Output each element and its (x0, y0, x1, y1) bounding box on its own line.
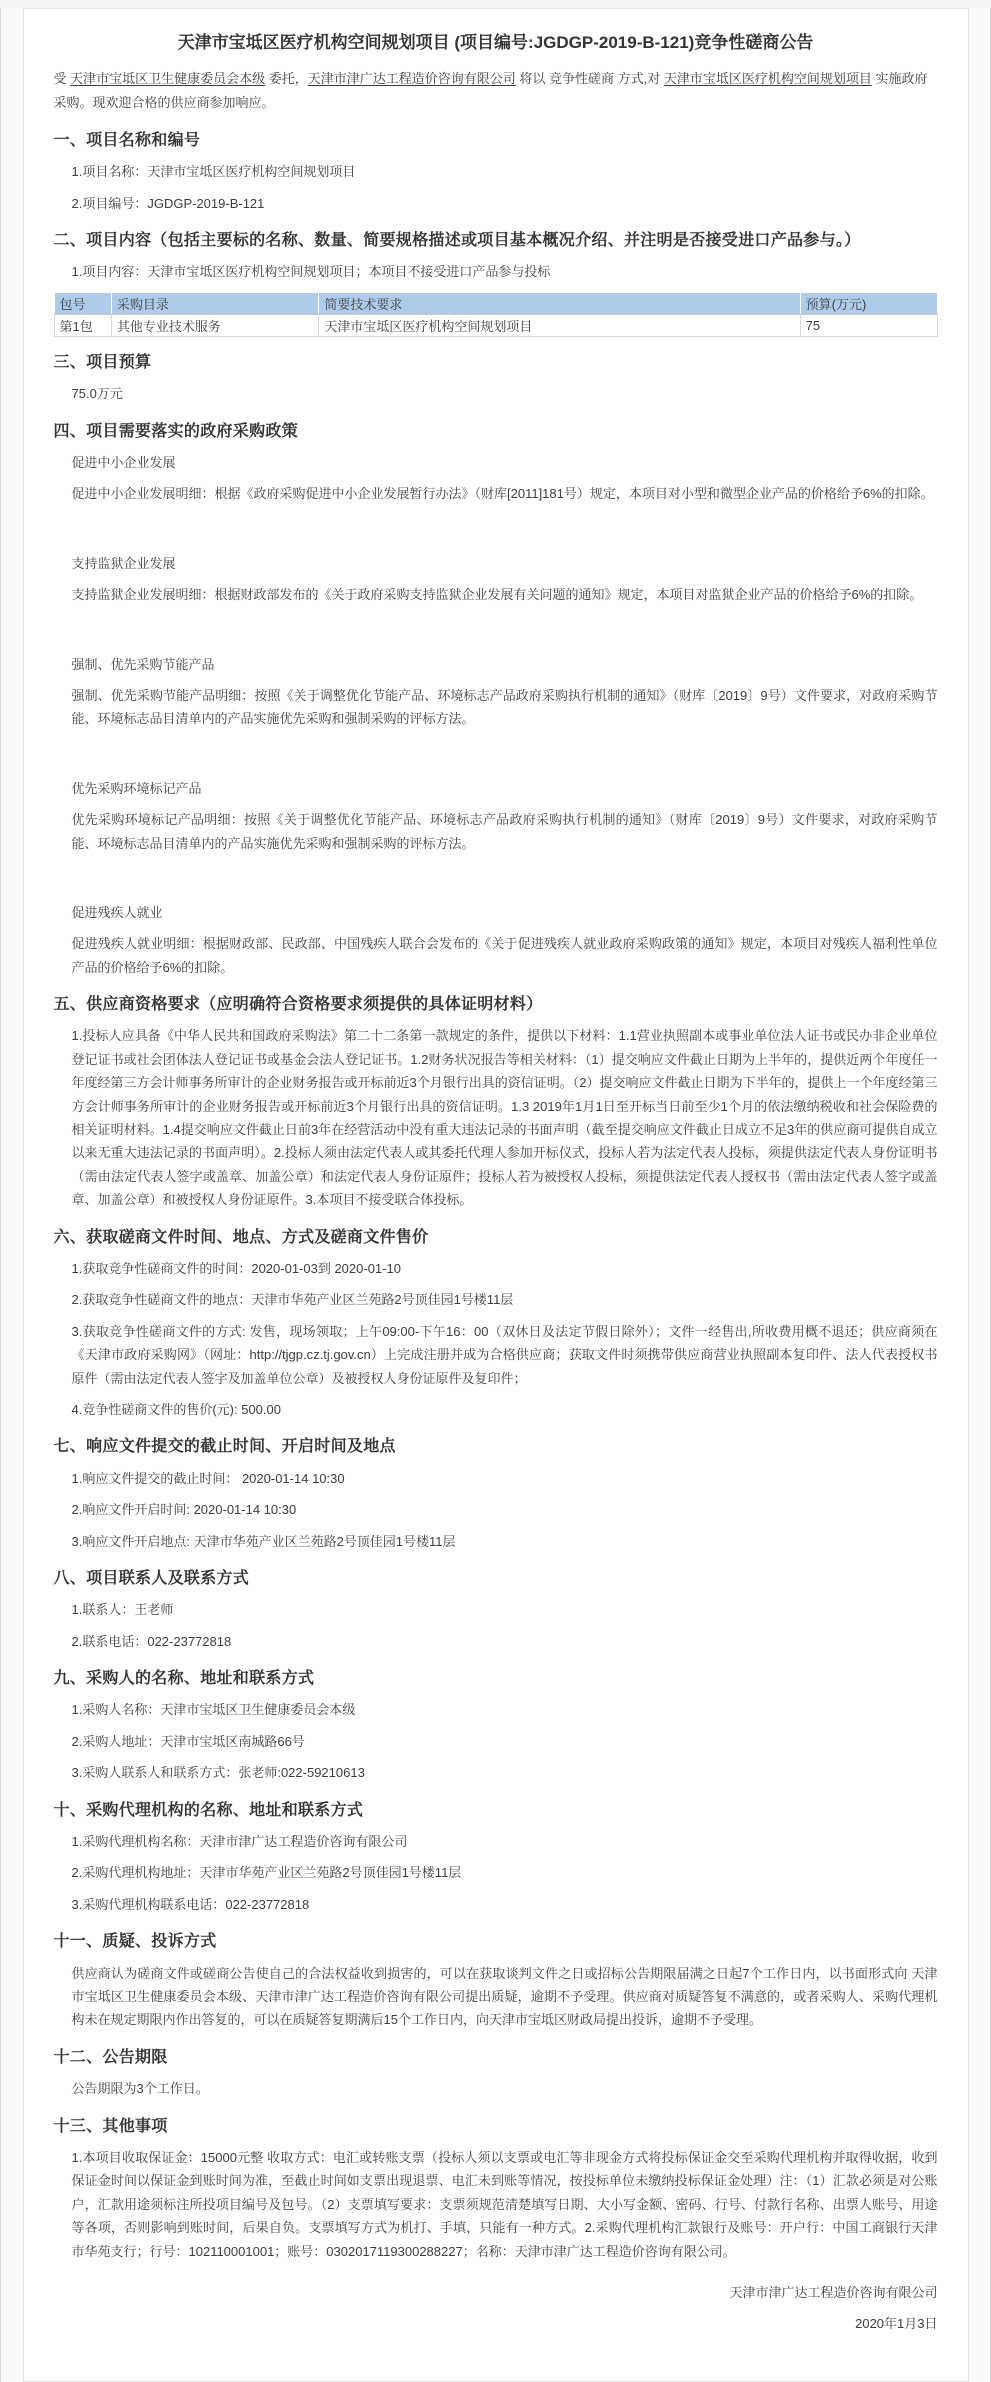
qualification-requirements: 1.投标人应具备《中华人民共和国政府采购法》第二十二条第一款规定的条件，提供以下材料：1.1营业执照副本或事业单位法人证书或民办非企业单位登记证书或社会团体法人登记证书或基金会法人登记证书。1.2财务状况报告等相关材料：（1）提交响应文件截止日期为上半年的，提供近两个年度任一年度经第三方会计师事务所审计的企业财务报告或开标前近3个月银行出具的资信证明。（2）提交响应文件截止日期为下半年的，提供上一个年度经第三方会计师事务所审计的企业财务报告或开标前近3个月银行出具的资信证明。1.3 2019年1月1日至开标当日前至少1个月的依法缴纳税收和社会保险费的相关证明材料。1.4提交响应文件截止日前3年在经营活动中没有重大违法记录的书面声明（截至提交响应文件截止日成立不足3年的供应商可提供自成立以来无重大违法记录的书面声明）。2.投标人须由法定代表人或其委托代理人参加开标仪式，投标人若为法定代表人投标，须提供法定代表人身份证明书（需由法定代表人签字或盖章、加盖公章）和法定代表人身份证原件；投标人若为被授权人投标，须提供法定代表人授权书（需由法定代表人签字或盖章、加盖公章）和被授权人身份证原件。3.本项目不接受联合体投标。 (71, 1028, 938, 1208)
document-obtain-method: 3.获取竞争性磋商文件的方式: 发售，现场领取；上午09:00-下午16：00（双休日及法定节假日除外）；文件一经售出,所收费用概不退还；供应商须在《天津市政府采购网》（网址：http://tjgp.cz.tj.gov.cn）上完成注册并成为合格供应商；获取文件时须携带供应商营业执照副本复印件、法人代表授权书原件（需由法定代表人签字及加盖单位公章）及被授权人身份证原件及复印件； (71, 1323, 938, 1386)
intro-prefix: 受 (53, 70, 71, 86)
policy-detail: 促进中小企业发展明细：根据《政府采购促进中小企业发展暂行办法》（财库[2011]181号）规定，本项目对小型和微型企业产品的价格给予6%的扣除。 (71, 486, 934, 502)
announcement-document (23, 8, 969, 2382)
cell-technical-requirements: 天津市宝坻区医疗机构空间规划项目 (319, 314, 800, 336)
policy-detail: 促进残疾人就业明细：根据财政部、民政部、中国残疾人联合会发布的《关于促进残疾人就业政府采购政策的通知》规定，本项目对残疾人福利性单位产品的价格给予6%的扣除。 (71, 936, 938, 975)
policy-title: 强制、优先采购节能产品 (71, 656, 215, 672)
section-2-heading: 二、项目内容（包括主要标的名称、数量、简要规格描述或项目基本概况介绍、并注明是否接受进口产品参与。） (53, 232, 861, 250)
purchaser-address-line: 2.采购人地址：天津市宝坻区南城路66号 (71, 1733, 305, 1749)
response-deadline: 1.响应文件提交的截止时间： 2020-01-14 10:30 (71, 1470, 345, 1486)
announcement-period: 公告期限为3个工作日。 (71, 2081, 209, 2097)
section-1-heading: 一、项目名称和编号 (53, 131, 201, 149)
intro-paragraph (54, 67, 938, 115)
section-11-heading: 十一、质疑、投诉方式 (53, 1933, 217, 1951)
agency-name: 天津市津广达工程造价咨询有限公司 (307, 70, 516, 86)
policy-block-sme (72, 451, 938, 506)
document-obtain-time: 1.获取竞争性磋商文件的时间：2020-01-03到 2020-01-10 (71, 1261, 401, 1276)
purchaser-name: 天津市宝坻区卫生健康委员会本级 (70, 70, 266, 86)
document-obtain-place: 2.获取竞争性磋商文件的地点：天津市华苑产业区兰苑路2号顶佳园1号楼11层 (71, 1292, 514, 1308)
col-budget: 预算(万元) (800, 292, 937, 314)
document-price: 4.竞争性磋商文件的售价(元): 500.00 (71, 1401, 281, 1417)
contact-person: 1.联系人：王老师 (71, 1602, 174, 1618)
policy-title: 促进中小企业发展 (71, 455, 176, 471)
policy-block-environment-label (72, 777, 938, 855)
col-procurement-catalog: 采购目录 (111, 292, 319, 314)
contact-phone: 2.联系电话：022-23772818 (71, 1633, 232, 1649)
col-package-no: 包号 (54, 292, 111, 314)
intro-mid2: 将以 竞争性磋商 方式,对 (515, 70, 664, 86)
policy-title: 支持监狱企业发展 (71, 555, 176, 571)
section-1 (54, 130, 938, 215)
policy-block-energy-saving (72, 653, 938, 731)
section-9-heading: 九、采购人的名称、地址和联系方式 (53, 1670, 315, 1688)
signature-company: 天津市津广达工程造价咨询有限公司 (729, 2284, 938, 2300)
section-2 (54, 230, 938, 337)
section-13-heading: 十三、其他事项 (53, 2117, 168, 2135)
section-4-heading: 四、项目需要落实的政府采购政策 (53, 422, 299, 440)
page-title: 天津市宝坻区医疗机构空间规划项目 (项目编号:JGDGP-2019-B-121)竞争性磋商公告 (177, 33, 814, 52)
cell-procurement-catalog: 其他专业技术服务 (111, 314, 319, 336)
intro-mid1: 委托， (265, 70, 308, 86)
cell-budget: 75 (800, 314, 937, 336)
section-5-heading: 五、供应商资格要求（应明确符合资格要求须提供的具体证明材料） (53, 996, 543, 1014)
section-10-heading: 十、采购代理机构的名称、地址和联系方式 (53, 1801, 364, 1819)
intro-suffix: 实施政府采购。现欢迎合格的供应商参加响应。 (53, 70, 928, 110)
purchaser-name-line: 1.采购人名称：天津市宝坻区卫生健康委员会本级 (71, 1702, 356, 1718)
budget-line: 75.0万元 (71, 386, 123, 402)
purchaser-contact-line: 3.采购人联系人和联系方式：张老师:022-59210613 (71, 1765, 365, 1781)
section-3 (54, 352, 938, 406)
section-11 (54, 1931, 938, 2032)
section-12-heading: 十二、公告期限 (53, 2048, 168, 2066)
response-open-time: 2.响应文件开启时间: 2020-01-14 10:30 (71, 1502, 297, 1518)
policy-title: 优先采购环境标记产品 (71, 780, 202, 796)
agency-phone-line: 3.采购代理机构联系电话：022-23772818 (71, 1896, 310, 1912)
signature-block (54, 2277, 938, 2339)
policy-detail: 支持监狱企业发展明细：根据财政部发布的《关于政府采购支持监狱企业发展有关问题的通知》规定，本项目对监狱企业产品的价格给予6%的扣除。 (71, 587, 923, 603)
project-content-line: 1.项目内容：天津市宝坻区医疗机构空间规划项目；本项目不接受进口产品参与投标 (71, 264, 551, 280)
policy-detail: 优先采购环境标记产品明细：按照《关于调整优化节能产品、环境标志产品政府采购执行机制的通知》（财库〔2019〕9号）文件要求，对政府采购节能、环境标志品目清单内的产品实施优先采购和强制采购的评标方法。 (71, 812, 938, 851)
section-5 (54, 994, 938, 1212)
section-8 (54, 1568, 938, 1653)
agency-address-line: 2.采购代理机构地址：天津市华苑产业区兰苑路2号顶佳园1号楼11层 (71, 1865, 462, 1881)
project-name: 天津市宝坻区医疗机构空间规划项目 (663, 70, 872, 86)
section-10 (54, 1800, 938, 1917)
project-number-line: 2.项目编号：JGDGP-2019-B-121 (71, 195, 265, 211)
package-table (54, 292, 938, 337)
section-13 (54, 2116, 938, 2263)
browser-viewport (0, 8, 991, 2382)
section-4 (54, 421, 938, 979)
section-7 (54, 1436, 938, 1553)
policy-block-prison (72, 552, 938, 607)
policy-detail: 强制、优先采购节能产品明细：按照《关于调整优化节能产品、环境标志产品政府采购执行机制的通知》（财库〔2019〕9号）文件要求，对政府采购节能、环境标志品目清单内的产品实施优先采购和强制采购的评标方法。 (71, 687, 938, 727)
cell-package-no: 第1包 (54, 314, 111, 336)
agency-name-line: 1.采购代理机构名称：天津市津广达工程造价咨询有限公司 (71, 1834, 408, 1850)
section-8-heading: 八、项目联系人及联系方式 (53, 1569, 250, 1587)
section-9 (54, 1668, 938, 1785)
section-12 (54, 2047, 938, 2101)
policy-block-disabled-employment (72, 901, 938, 979)
package-table-header-row (54, 292, 937, 314)
col-technical-requirements: 简要技术要求 (319, 292, 800, 314)
section-6-heading: 六、获取磋商文件时间、地点、方式及磋商文件售价 (53, 1228, 429, 1246)
table-row (54, 314, 937, 336)
project-name-line: 1.项目名称：天津市宝坻区医疗机构空间规划项目 (71, 164, 356, 180)
complaint-method: 供应商认为磋商文件或磋商公告使自己的合法权益收到损害的，可以在获取谈判文件之日或招标公告期限届满之日起7个工作日内，以书面形式向 天津市宝坻区卫生健康委员会本级、天津市津广达工程造价咨询有限公司提出质疑，逾期不予受理。供应商对质疑答复不满意的，或者采购人、采购代理机构未在规定期限内作出答复的，可以在质疑答复期满后15个工作日内，向天津市宝坻区财政局提出投诉，逾期不予受理。 (71, 1965, 938, 2028)
signature-date: 2020年1月3日 (855, 2316, 938, 2332)
policy-title: 促进残疾人就业 (71, 904, 163, 920)
section-3-heading: 三、项目预算 (53, 353, 152, 371)
section-7-heading: 七、响应文件提交的截止时间、开启时间及地点 (53, 1438, 396, 1456)
section-6 (54, 1227, 938, 1422)
other-matters: 1.本项目收取保证金：15000元整 收取方式：电汇或转账支票（投标人须以支票或电汇等非现金方式将投标保证金交至采购代理机构并取得收据，收到保证金时间以保证金到账时间为准，至截止时间如支票出现退票、电汇未到账等情况，按投标单位未缴纳投标保证金处理）注：（1）汇款必须是对公账户，汇款用途须标注所投项目编号及包号。（2）支票填写要求：支票须规范清楚填写日期、大小写金额、密码、行号、付款行名称、出票人账号、用途等各项，否则影响到账时间，后果自负。支票填写方式为机打、手填，只能有一种方式。2.采购代理机构汇款银行及账号：开户行：中国工商银行天津市华苑支行；行号：102110001001；账号：0302017119300288227；名称：天津市津广达工程造价咨询有限公司。 (71, 2149, 938, 2259)
response-open-place: 3.响应文件开启地点: 天津市华苑产业区兰苑路2号顶佳园1号楼11层 (71, 1533, 456, 1549)
